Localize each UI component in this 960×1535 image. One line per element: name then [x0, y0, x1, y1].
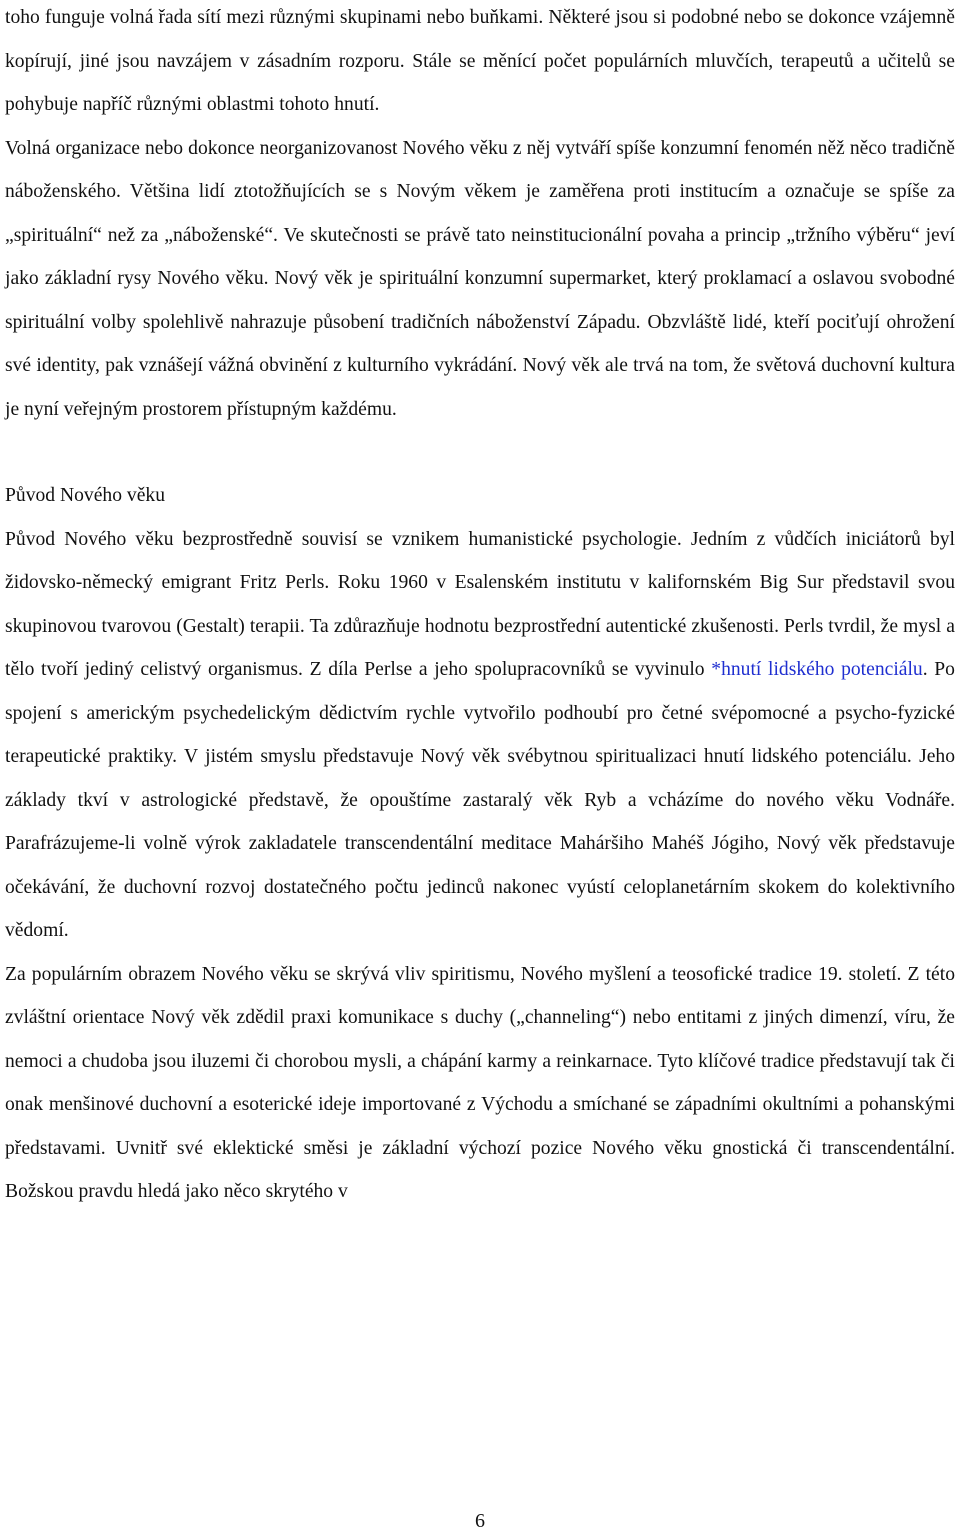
section-paragraph-1 — [5, 518, 955, 953]
hnuti-lidskeho-potencialu-link[interactable]: *hnutí lidského potenciálu — [711, 659, 923, 680]
section-heading: Původ Nového věku — [5, 485, 166, 506]
document-page — [5, 0, 955, 1214]
intro-paragraph-1: toho funguje volná řada sítí mezi různými skupinami nebo buňkami. Některé jsou si podobné nebo se dokonce vzájemně kopírují, jiné jsou navzájem v zásadním rozporu. Stále se měnící počet populárních mluvčích, terapeutů a učitelů se pohybuje napříč různými oblastmi tohoto hnutí. — [5, 7, 955, 115]
section-spacer — [5, 431, 955, 474]
section-paragraph-1-text-a: Původ Nového věku bezprostředně souvisí se vznikem humanistické psychologie. Jedním z vůdčích iniciátorů byl židovsko-německý emigrant Fritz Perls. Roku 1960 v Esalenském institutu v kalifornském Big Sur představil svou skupinovou tvarovou (Gestalt) terapii. Ta zdůrazňuje hodnotu bezprostřední autentické zkušenosti. Perls tvrdil, že mysl a tělo tvoří jediný celistvý organismus. Z díla Perlse a jeho spolupracovníků se vyvinulo — [5, 528, 955, 680]
section-paragraph-1-text-b: . Po spojení s americkým psychedelickým dědictvím rychle vytvořilo podhoubí pro četné svépomocné a psycho-fyzické terapeutické praktiky. V jistém smyslu představuje Nový věk svébytnou spiritualizaci hnutí lidského potenciálu. Jeho základy tkví v astrologické představě, že opouštíme zastaralý věk Ryb a vcházíme do nového věku Vodnáře. Parafrázujeme-li volně výrok zakladatele transcendentální meditace Maháršiho Mahéš Jógiho, Nový věk představuje očekávání, že duchovní rozvoj dostatečného počtu jedinců nakonec vyústí celoplanetárním skokem do kolektivního vědomí. — [5, 659, 955, 941]
page-number: 6 — [475, 1510, 485, 1532]
intro-paragraph-2: Volná organizace nebo dokonce neorganizovanost Nového věku z něj vytváří spíše konzumní fenomén něž něco tradičně náboženského. Většina lidí ztotožňujících se s Novým věkem je zaměřena proti institucím a označuje se spíše za „spirituální“ než za „náboženské“. Ve skutečnosti se právě tato neinstitucionální povaha a princip „tržního výběru“ jeví jako základní rysy Nového věku. Nový věk je spirituální konzumní supermarket, který proklamací a oslavou svobodné spirituální volby spolehlivě nahrazuje působení tradičních náboženství Západu. Obzvláště lidé, kteří pociťují ohrožení své identity, pak vznášejí vážná obvinění z kulturního vykrádání. Nový věk ale trvá na tom, že světová duchovní kultura je nyní veřejným prostorem přístupným každému. — [5, 137, 955, 420]
section-paragraph-2: Za populárním obrazem Nového věku se skrývá vliv spiritismu, Nového myšlení a teosofické tradice 19. století. Z této zvláštní orientace Nový věk zdědil praxi komunikace s duchy („channeling“) nebo entitami z jiných dimenzí, víru, že nemoci a chudoba jsou iluzemi či chorobou mysli, a chápání karmy a reinkarnace. Tyto klíčové tradice představují tak či onak menšinové duchovní a esoterické ideje importované z Východu a smíchané se západními okultními a pohanskými představami. Uvnitř své eklektické směsi je základní výchozí pozice Nového věku gnostická či transcendentální. Božskou pravdu hledá jako něco skrytého v — [5, 963, 955, 1202]
